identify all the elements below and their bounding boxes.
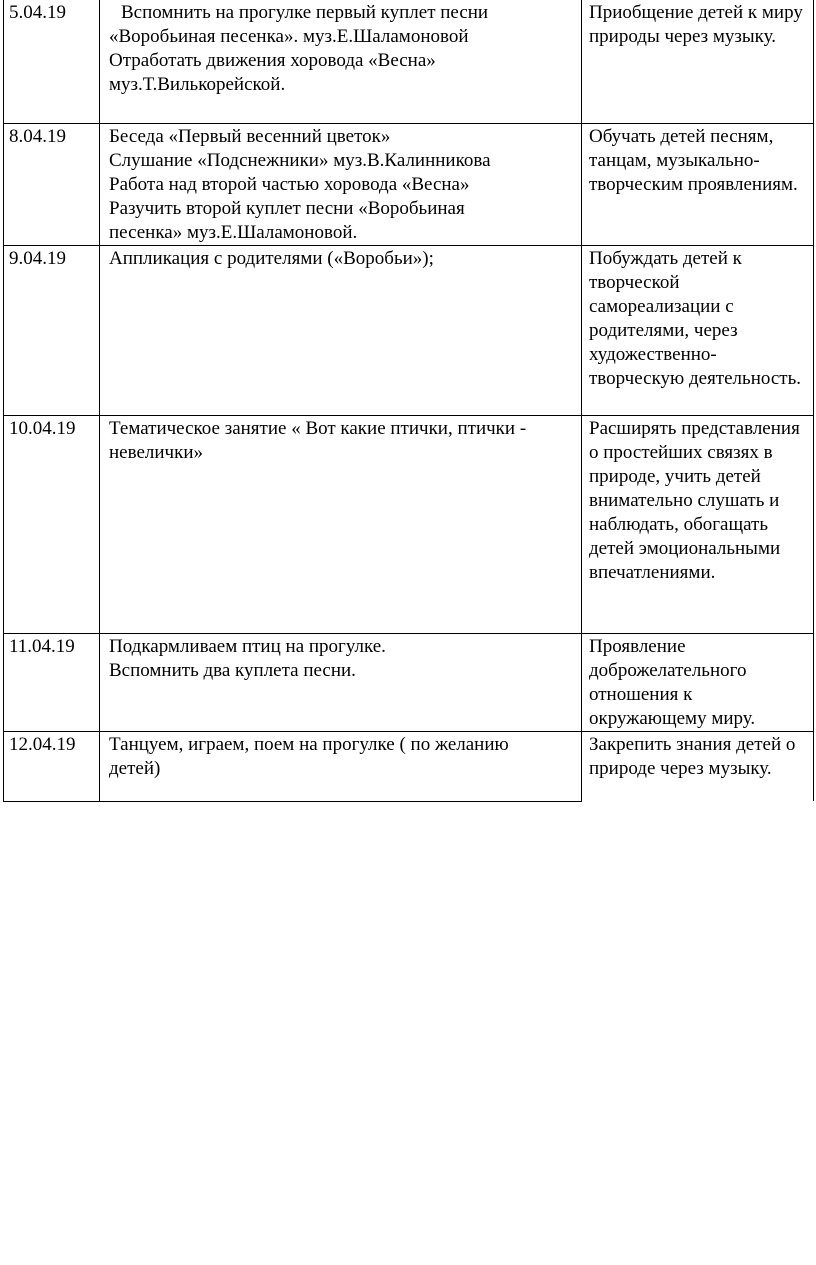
goal-text: Побуждать детей к творческой самореализации с родителями, через художественно-творческую деятельность. bbox=[589, 247, 801, 389]
goal-cell bbox=[582, 123, 814, 245]
activity-line: Вспомнить на прогулке первый куплет песни bbox=[121, 2, 489, 23]
goal-text: Проявление доброжелательного отношения к окружающему миру. bbox=[589, 635, 756, 729]
table-row bbox=[4, 0, 814, 123]
activity-line: Вспомнить два куплета песни. bbox=[109, 659, 356, 681]
activity-line: муз.Т.Вилькорейской. bbox=[109, 74, 286, 95]
activity-cell bbox=[100, 731, 582, 801]
goal-text: Приобщение детей к миру природы через музыку. bbox=[589, 2, 803, 47]
activity-cell bbox=[100, 633, 582, 731]
goal-cell bbox=[582, 415, 814, 633]
date-text: 8.04.19 bbox=[9, 125, 66, 147]
table-row bbox=[4, 245, 814, 415]
date-text: 5.04.19 bbox=[9, 2, 66, 23]
activity-line: Слушание «Подснежники» муз.В.Калинникова bbox=[109, 149, 491, 171]
table-row bbox=[4, 731, 814, 801]
date-text: 11.04.19 bbox=[9, 635, 75, 657]
activity-cell bbox=[100, 0, 582, 123]
activity-plan-table bbox=[3, 0, 814, 802]
activity-line: Тематическое занятие « Вот какие птички, птички - bbox=[109, 417, 527, 439]
activity-line: детей) bbox=[109, 757, 161, 779]
activity-line: Разучить второй куплет песни «Воробьиная bbox=[109, 197, 465, 219]
activity-cell bbox=[100, 123, 582, 245]
goal-cell bbox=[582, 245, 814, 415]
table-row bbox=[4, 123, 814, 245]
goal-cell bbox=[582, 0, 814, 123]
activity-cell bbox=[100, 415, 582, 633]
goal-cell bbox=[582, 731, 814, 801]
date-text: 9.04.19 bbox=[9, 247, 66, 269]
date-cell bbox=[4, 731, 100, 801]
goal-text: Обучать детей песням, танцам, музыкально-творческим проявлениям. bbox=[589, 125, 798, 195]
date-text: 12.04.19 bbox=[9, 733, 76, 755]
activity-line: Танцуем, играем, поем на прогулке ( по желанию bbox=[109, 733, 509, 755]
date-cell bbox=[4, 415, 100, 633]
goal-cell bbox=[582, 633, 814, 731]
table-row bbox=[4, 633, 814, 731]
date-cell bbox=[4, 633, 100, 731]
date-cell bbox=[4, 123, 100, 245]
activity-line: Отработать движения хоровода «Весна» bbox=[109, 50, 436, 71]
activity-line: песенка» муз.Е.Шаламоновой. bbox=[109, 221, 358, 243]
goal-text: Расширять представления о простейших связях в природе, учить детей внимательно слушать и наблюдать, обогащать детей эмоциональными впечатлениями. bbox=[589, 417, 800, 583]
activity-line: Подкармливаем птиц на прогулке. bbox=[109, 635, 386, 657]
activity-line: невелички» bbox=[109, 441, 203, 463]
activity-line: «Воробьиная песенка». муз.Е.Шаламоновой bbox=[109, 26, 469, 47]
date-text: 10.04.19 bbox=[9, 417, 76, 439]
activity-line: Аппликация с родителями («Воробьи»); bbox=[109, 247, 434, 269]
table-row bbox=[4, 415, 814, 633]
date-cell bbox=[4, 245, 100, 415]
activity-line: Работа над второй частью хоровода «Весна» bbox=[109, 173, 470, 195]
activity-cell bbox=[100, 245, 582, 415]
activity-line: Беседа «Первый весенний цветок» bbox=[109, 125, 391, 147]
goal-text: Закрепить знания детей о природе через музыку. bbox=[589, 733, 796, 779]
date-cell bbox=[4, 0, 100, 123]
